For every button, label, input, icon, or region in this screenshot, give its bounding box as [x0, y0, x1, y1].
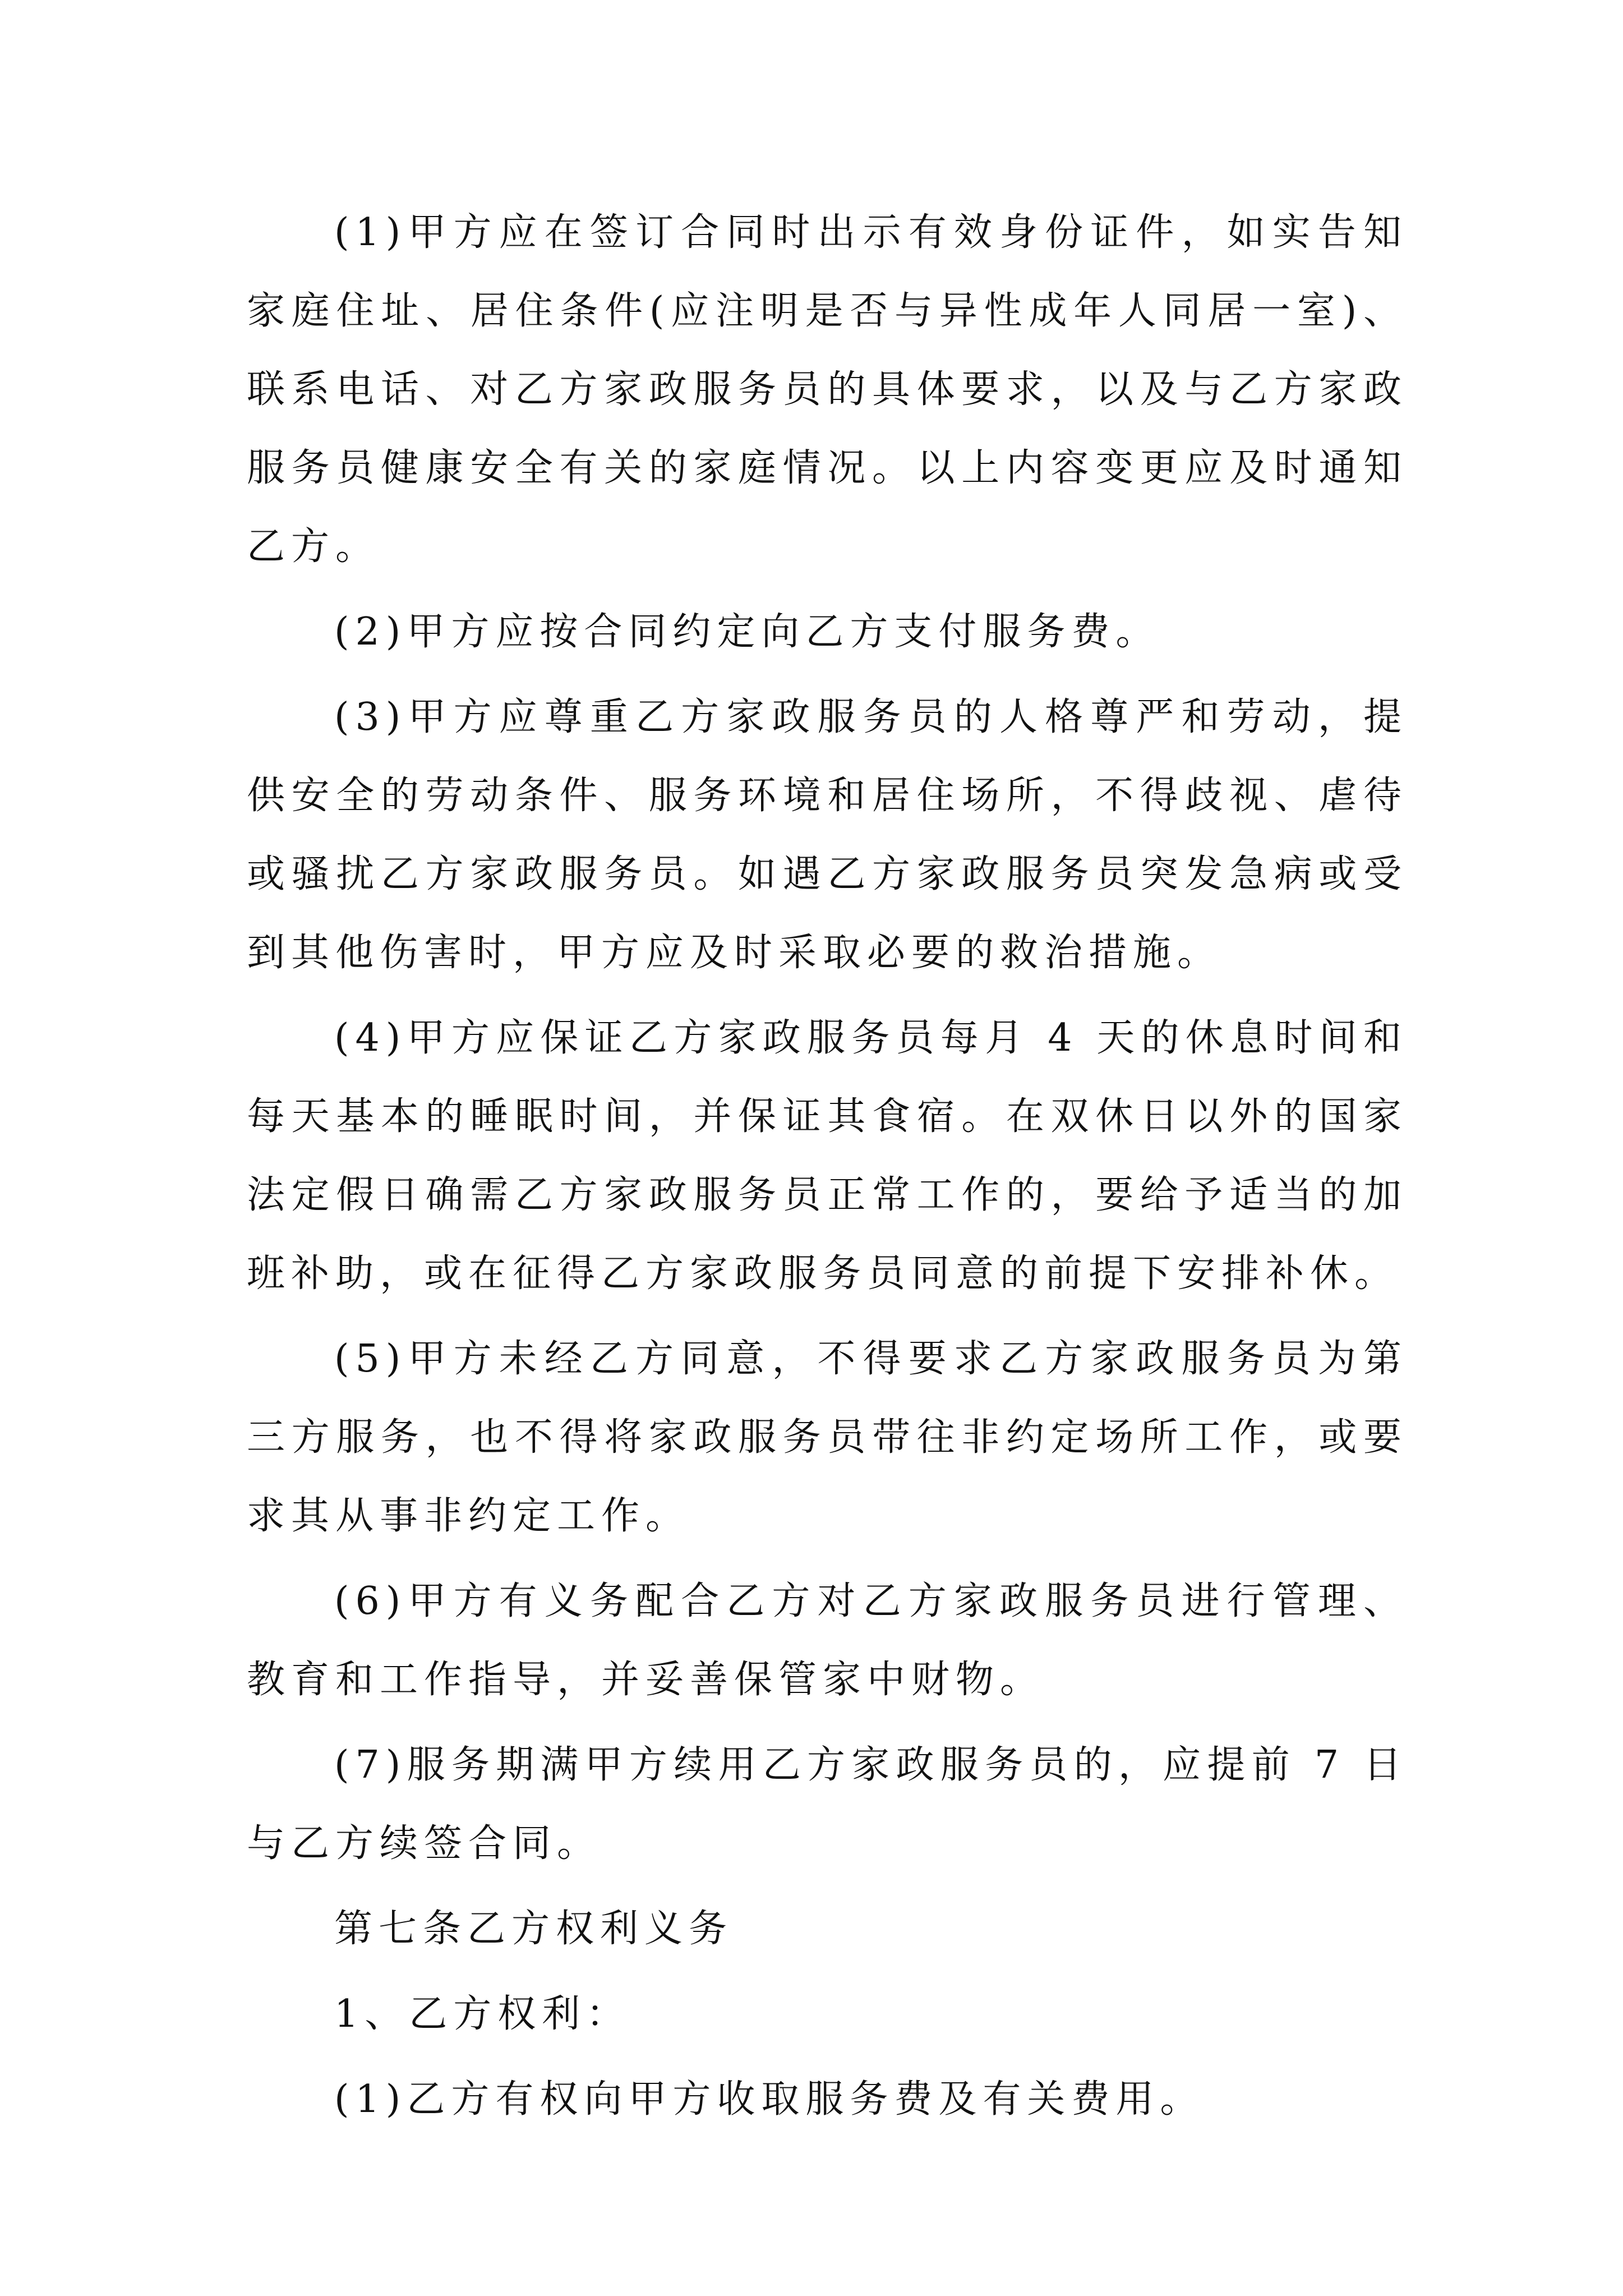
clause-1-paragraph: (1)甲方应在签订合同时出示有效身份证件，如实告知家庭住址、居住条件(应注明是否与异性成年人同居一室)、联系电话、对乙方家政服务员的具体要求，以及与乙方家政服务员健康安全有关的家庭情况。以上内容变更应及时通知乙方。 [247, 210, 1408, 569]
clause-2-paragraph: (2)甲方应按合同约定向乙方支付服务费。 [334, 610, 1160, 654]
clause-4-paragraph: (4)甲方应保证乙方家政服务员每月 4 天的休息时间和每天基本的睡眠时间，并保证其食宿。在双休日以外的国家法定假日确需乙方家政服务员正常工作的，要给予适当的加班补助，或在征得乙方家政服务员同意的前提下安排补休。 [247, 1016, 1408, 1296]
document-body [247, 194, 1408, 2146]
clause-3-paragraph: (3)甲方应尊重乙方家政服务员的人格尊严和劳动，提供安全的劳动条件、服务环境和居住场所，不得歧视、虐待或骚扰乙方家政服务员。如遇乙方家政服务员突发急病或受到其他伤害时，甲方应及时采取必要的救治措施。 [247, 695, 1408, 975]
clause-6-paragraph: (6)甲方有义务配合乙方对乙方家政服务员进行管理、教育和工作指导，并妥善保管家中财物。 [247, 1579, 1408, 1702]
party-b-clause-1-paragraph: (1)乙方有权向甲方收取服务费及有关费用。 [334, 2077, 1205, 2122]
article-7-heading: 第七条乙方权利义务 [334, 1907, 734, 1951]
clause-7-paragraph: (7)服务期满甲方续用乙方家政服务员的，应提前 7 日与乙方续签合同。 [247, 1743, 1408, 1866]
clause-5-paragraph: (5)甲方未经乙方同意，不得要求乙方家政服务员为第三方服务，也不得将家政服务员带往非约定场所工作，或要求其从事非约定工作。 [247, 1337, 1408, 1538]
section-1-heading: 1、乙方权利： [334, 1992, 631, 2036]
